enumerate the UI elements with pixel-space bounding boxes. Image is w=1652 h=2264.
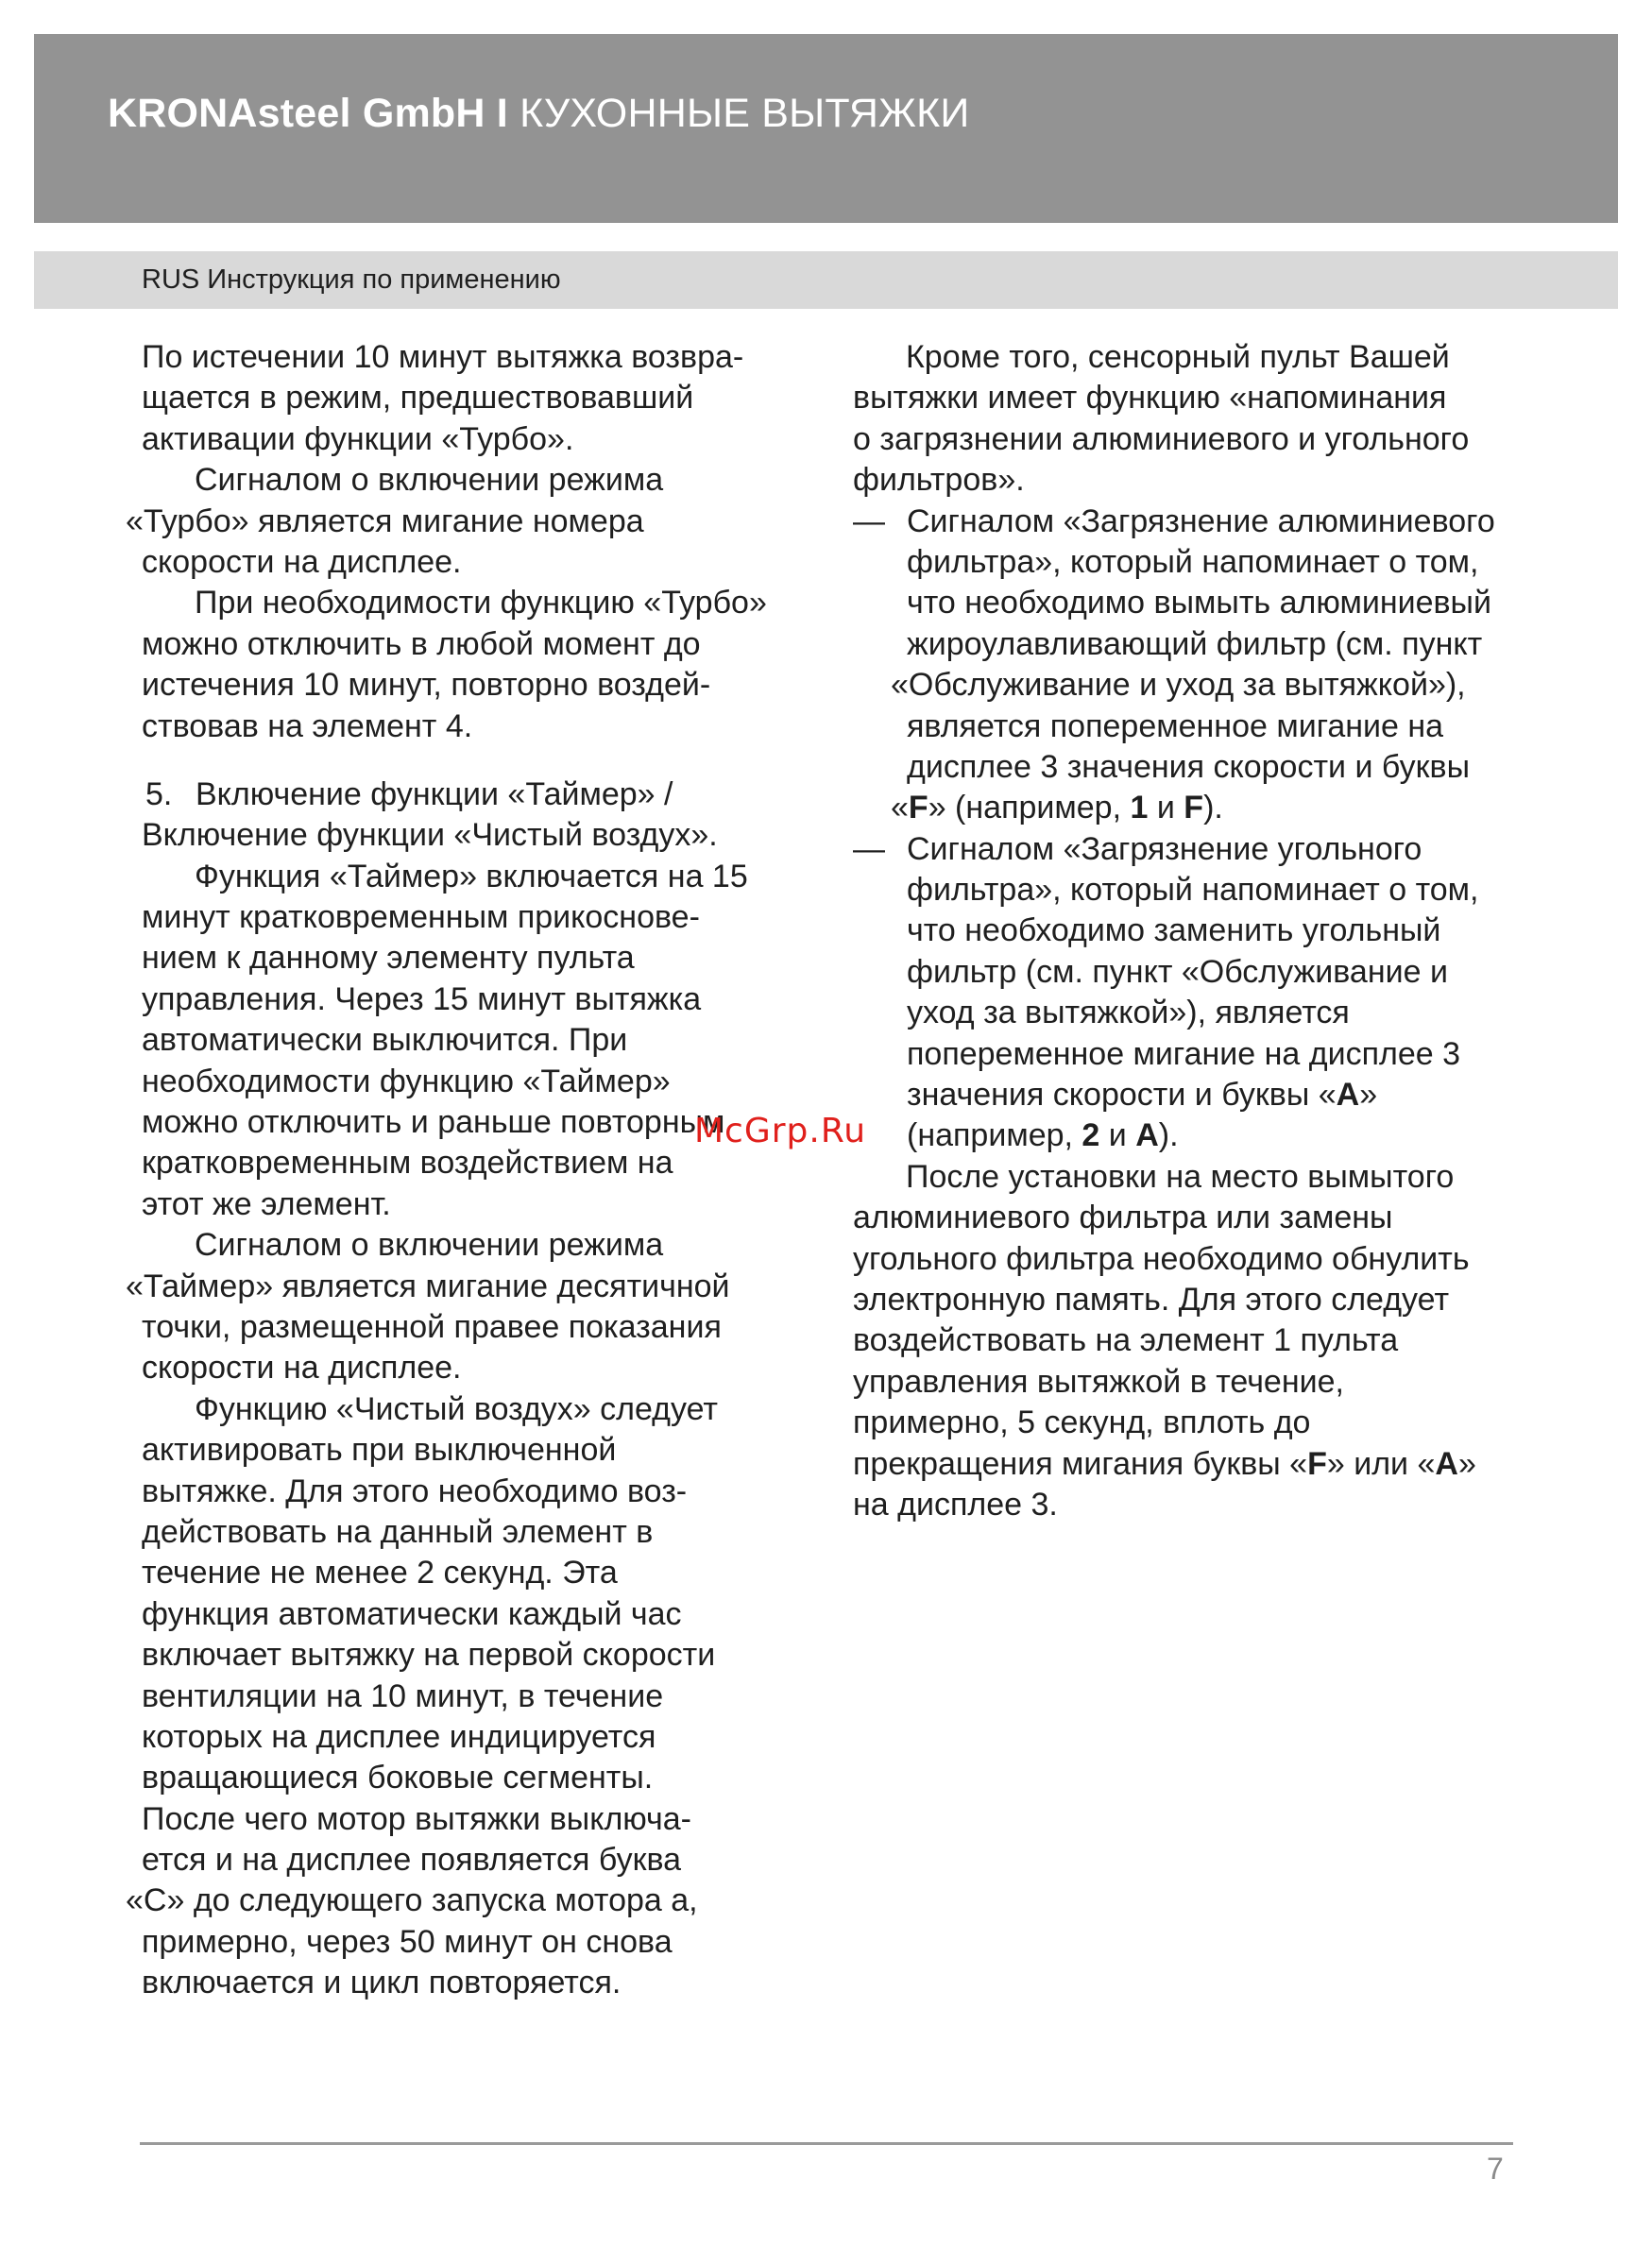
letter-f-bold: F <box>908 790 928 826</box>
text-line: фильтра», который напоминает о том, <box>907 543 1479 580</box>
text-line <box>853 788 1552 828</box>
text-line: При необходимости функцию «Турбо» <box>195 585 767 621</box>
text-line: необходимости функцию «Таймер» <box>142 1063 671 1099</box>
text-line: управления вытяжкой в течение, <box>853 1363 1344 1400</box>
text-line: активировать при выключенной <box>142 1432 617 1469</box>
text-line: фильтр (см. пункт «Обслуживание и <box>907 953 1448 990</box>
text-line: истечения 10 минут, повторно воздей- <box>142 667 711 704</box>
text-fragment: значения скорости и буквы « <box>907 1077 1337 1114</box>
text-line: «Таймер» является мигание десятичной <box>126 1268 730 1304</box>
text-line: что необходимо вымыть алюминиевый <box>907 585 1491 621</box>
subheader-bar <box>34 251 1618 309</box>
text-line: вращающиеся боковые сегменты. <box>142 1760 654 1796</box>
text-line: дисплее 3 значения скорости и буквы <box>907 748 1471 785</box>
text-line: точки, размещенной правее показания <box>142 1308 722 1345</box>
text-line: активации функции «Турбо». <box>142 420 574 457</box>
text-line: включается и цикл повторяется. <box>142 1965 622 2001</box>
text-fragment: » <box>1457 1445 1476 1482</box>
text-line <box>853 1444 1552 1485</box>
text-line: Включение функции «Чистый воздух». <box>142 817 718 854</box>
text-fragment: » (например, <box>928 790 1131 826</box>
text-line: на дисплее 3. <box>853 1486 1058 1523</box>
document-header-title <box>108 91 969 137</box>
text-line: является попеременное мигание на <box>907 707 1444 744</box>
bullet-aluminium-filter <box>853 502 1552 542</box>
text-line: скорости на дисплее. <box>142 543 462 580</box>
text-line: минут кратковременным прикоснове- <box>142 899 700 936</box>
text-fragment: » <box>1359 1077 1378 1114</box>
text-line: примерно, через 50 минут он снова <box>142 1923 673 1960</box>
text-line: угольного фильтра необходимо обнулить <box>853 1240 1470 1277</box>
letter-f-bold: F <box>1307 1445 1327 1482</box>
text-line: функция автоматически каждый час <box>142 1595 682 1632</box>
text-line: которых на дисплее индицируется <box>142 1718 656 1755</box>
footer-divider <box>140 2142 1513 2145</box>
text-fragment: « <box>891 790 909 826</box>
letter-f-bold: F <box>1184 790 1204 826</box>
text-line: ется и на дисплее появляется буква <box>142 1842 682 1879</box>
text-line: щается в режим, предшествовавший <box>142 380 694 417</box>
text-line: «Обслуживание и уход за вытяжкой»), <box>891 667 1466 704</box>
text-line: алюминиевого фильтра или замены <box>853 1200 1393 1236</box>
dash-bullet: — <box>853 830 885 867</box>
text-line: автоматически выключится. При <box>142 1022 628 1059</box>
text-line: ствовав на элемент 4. <box>142 707 473 744</box>
text-line: электронную память. Для этого следует <box>853 1281 1450 1318</box>
digit-bold: 2 <box>1081 1117 1100 1154</box>
text-line: кратковременным воздействием на <box>142 1145 673 1182</box>
letter-a-bold: A <box>1435 1445 1458 1482</box>
text-line: течение не менее 2 секунд. Эта <box>142 1555 618 1592</box>
text-line: По истечении 10 минут вытяжка возвра- <box>142 339 744 375</box>
text-line: фильтров». <box>853 462 1025 499</box>
brand-name: KRONAsteel GmbH <box>108 91 485 136</box>
text-line: фильтра», который напоминает о том, <box>907 872 1479 909</box>
text-line: вытяжки имеет функцию «напоминания <box>853 380 1447 417</box>
text-line <box>853 1115 1552 1156</box>
text-line: После чего мотор вытяжки выключа- <box>142 1800 692 1837</box>
text-line: После установки на место вымытого <box>906 1158 1455 1195</box>
header-section: КУХОННЫЕ ВЫТЯЖКИ <box>519 91 970 136</box>
header-separator: I <box>496 91 508 136</box>
letter-a-bold: A <box>1135 1117 1159 1154</box>
text-fragment: прекращения мигания буквы « <box>853 1445 1308 1482</box>
subheader-text: RUS Инструкция по применению <box>142 264 561 295</box>
watermark: McGrp.Ru <box>694 1112 867 1150</box>
text-line <box>853 1075 1552 1115</box>
bullet-text: Сигналом «Загрязнение угольного <box>907 830 1422 867</box>
text-line: что необходимо заменить угольный <box>907 912 1441 949</box>
item-title: Включение функции «Таймер» / <box>196 775 673 812</box>
text-line: жироулавливающий фильтр (см. пункт <box>907 625 1483 662</box>
numbered-item-5 <box>142 775 831 815</box>
text-line: действовать на данный элемент в <box>142 1513 654 1550</box>
text-fragment: (например, <box>907 1117 1082 1154</box>
text-fragment: ). <box>1203 790 1223 826</box>
text-line: Функцию «Чистый воздух» следует <box>195 1390 718 1427</box>
text-line: о загрязнении алюминиевого и угольного <box>853 420 1470 457</box>
text-line: Функция «Таймер» включается на 15 <box>195 858 748 894</box>
text-fragment: и <box>1148 790 1184 826</box>
bullet-carbon-filter <box>853 829 1552 870</box>
bullet-text: Сигналом «Загрязнение алюминиевого <box>907 502 1495 539</box>
text-line: скорости на дисплее. <box>142 1350 462 1387</box>
page-number: 7 <box>1487 2152 1504 2186</box>
text-line: Сигналом о включении режима <box>195 1227 664 1264</box>
text-line: «Турбо» является мигание номера <box>126 502 644 539</box>
letter-a-bold: A <box>1336 1077 1360 1114</box>
text-line: включает вытяжку на первой скорости <box>142 1637 716 1674</box>
right-column <box>853 337 1552 1525</box>
text-line: попеременное мигание на дисплее 3 <box>907 1035 1461 1072</box>
text-line: Сигналом о включении режима <box>195 462 664 499</box>
digit-bold: 1 <box>1130 790 1149 826</box>
text-line: примерно, 5 секунд, вплоть до <box>853 1404 1311 1441</box>
text-line: вытяжке. Для этого необходимо воз- <box>142 1472 688 1509</box>
text-line: можно отключить в любой момент до <box>142 625 701 662</box>
text-line: нием к данному элементу пульта <box>142 940 635 977</box>
left-column <box>126 337 831 2004</box>
text-line: уход за вытяжкой»), является <box>907 995 1350 1031</box>
text-fragment: ). <box>1158 1117 1179 1154</box>
dash-bullet: — <box>853 502 885 539</box>
text-fragment: и <box>1099 1117 1136 1154</box>
text-line: «С» до следующего запуска мотора а, <box>126 1882 698 1919</box>
text-line: воздействовать на элемент 1 пульта <box>853 1322 1399 1359</box>
text-line: вентиляции на 10 минут, в течение <box>142 1677 664 1714</box>
item-number: 5. <box>145 775 173 812</box>
text-fragment: » или « <box>1326 1445 1436 1482</box>
text-line: управления. Через 15 минут вытяжка <box>142 980 702 1017</box>
text-line: можно отключить и раньше повторным <box>142 1104 725 1141</box>
text-line: Кроме того, сенсорный пульт Вашей <box>906 339 1450 375</box>
text-line: этот же элемент. <box>142 1185 391 1222</box>
